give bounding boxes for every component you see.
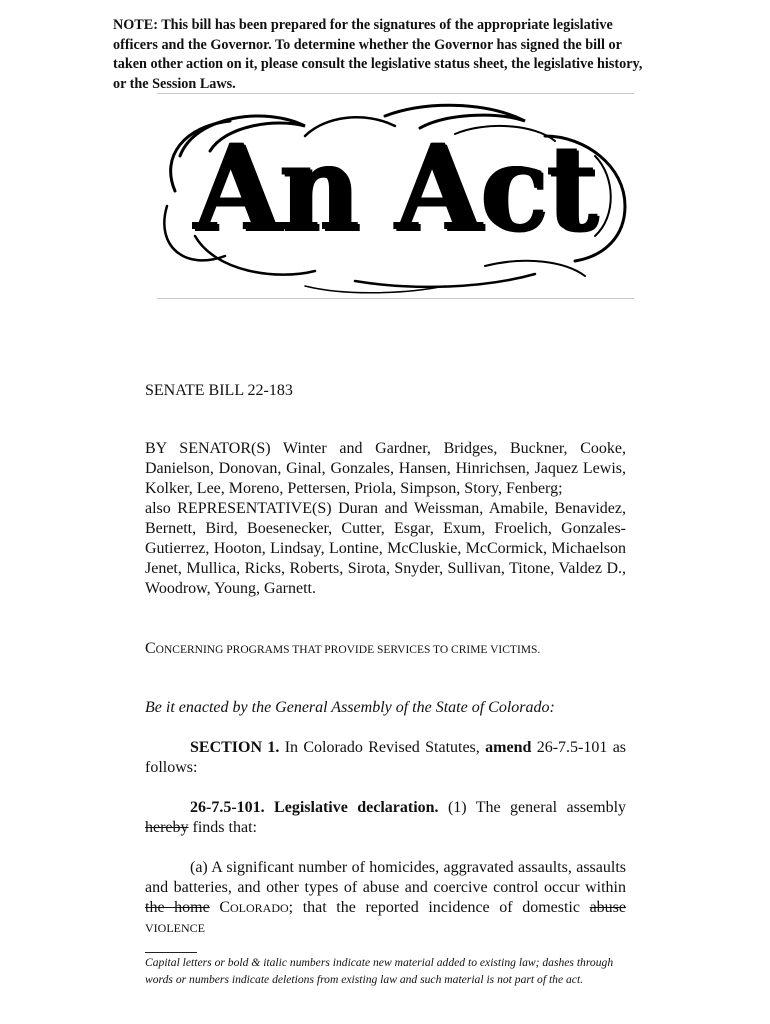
an-act-title: An Act <box>193 119 597 258</box>
declaration-subsection: (1) The general assembly <box>447 799 627 816</box>
footnote-rule <box>145 952 197 953</box>
paragraph-a-text-a: (a) A significant number of homicides, aggravated assaults, assaults and batteries, and other types of abuse and coercive control occur within <box>145 859 626 896</box>
banner-bottom-rule <box>157 298 634 299</box>
bill-title-initial: C <box>145 640 156 657</box>
section-1-text-a: In Colorado Revised Statutes, <box>284 739 480 756</box>
bill-title <box>145 639 626 660</box>
paragraph-a-struck-2: abuse <box>589 899 627 916</box>
legislative-note: NOTE: This bill has been prepared for the signatures of the appropriate legislative officers and the Governor. To determine whether the Governor has signed the bill or taken other action on it, please consult the legislative status sheet, the legislative history, or the Session Laws. <box>113 17 643 92</box>
section-1-label: SECTION 1. <box>190 739 280 756</box>
section-1-text-b: 26-7.5-101 as follows: <box>145 739 627 776</box>
banner-top-rule <box>157 93 634 94</box>
declaration-struck-word: hereby <box>145 819 189 836</box>
paragraph-a <box>145 858 626 938</box>
an-act-banner <box>155 96 635 296</box>
bill-title-rest: ONCERNING PROGRAMS THAT PROVIDE SERVICES TO CRIME VICTIMS. <box>155 644 541 656</box>
declaration-heading: 26-7.5-101. Legislative declaration. <box>190 799 439 816</box>
sponsors-block <box>145 439 626 599</box>
declaration-rest: finds that: <box>192 819 257 836</box>
paragraph-a-added-1-rest: OLORADO <box>229 901 289 915</box>
senate-sponsors: BY SENATOR(S) Winter and Gardner, Bridges, Buckner, Cooke, Danielson, Donovan, Ginal, Gonzales, Hansen, Hinrichsen, Jaquez Lewis, Kolker, Lee, Moreno, Pettersen, Priola, Simpson, Story, Fenberg; <box>145 440 626 497</box>
section-1 <box>145 738 626 778</box>
house-sponsors: also REPRESENTATIVE(S) Duran and Weissman, Amabile, Benavidez, Bernett, Bird, Boesenecker, Cutter, Esgar, Exum, Froelich, Gonzales-Gutierrez, Hooton, Lindsay, Lontine, McCluskie, McCormick, Michaelson Jenet, Mullica, Ricks, Roberts, Sirota, Snyder, Sullivan, Titone, Valdez D., Woodrow, Young, Garnett. <box>145 500 626 597</box>
paragraph-a-added-1 <box>219 899 288 916</box>
paragraph-a-text-b: ; that the reported incidence of domestic <box>288 899 580 916</box>
paragraph-a-struck-1: the home <box>145 899 210 916</box>
bill-number: SENATE BILL 22-183 <box>145 382 293 399</box>
enacting-clause: Be it enacted by the General Assembly of the State of Colorado: <box>145 699 555 716</box>
paragraph-a-added-1-initial: C <box>219 899 230 916</box>
section-1-amend: amend <box>485 739 532 756</box>
footnote: Capital letters or bold & italic numbers indicate new material added to existing law; dashes through words or numbers indicate deletions from existing law and such material is not part of the act. <box>145 956 614 986</box>
paragraph-a-added-2: VIOLENCE <box>145 921 205 935</box>
legislative-declaration <box>145 798 626 838</box>
